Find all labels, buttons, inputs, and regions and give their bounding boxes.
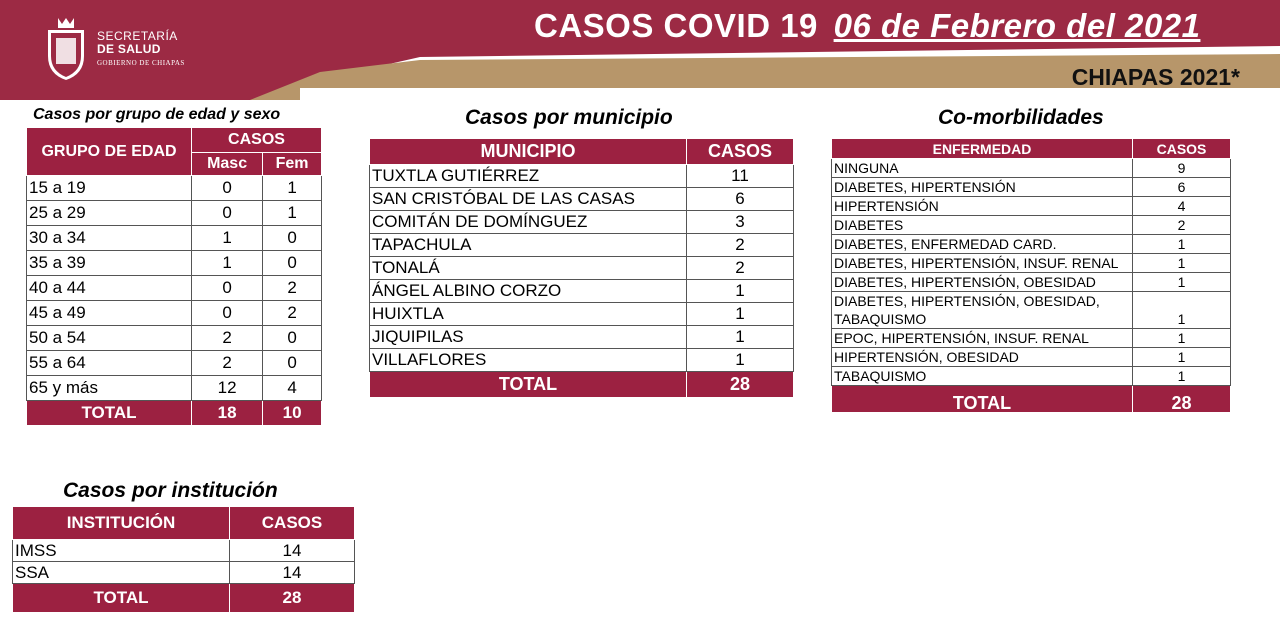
cases-cell: 6 <box>1133 178 1231 197</box>
table-row <box>27 351 322 376</box>
table-row <box>27 251 322 276</box>
cases-cell: 4 <box>1133 197 1231 216</box>
table-row <box>370 211 794 234</box>
municipio-cell: ÁNGEL ALBINO CORZO <box>370 280 687 303</box>
age-group-cell: 15 a 19 <box>27 176 192 201</box>
comorbid-cases-header: CASOS <box>1133 139 1231 159</box>
table-row <box>370 257 794 280</box>
title-text: CASOS COVID 19 <box>534 7 818 44</box>
disease-cell: TABAQUISMO <box>832 367 1133 386</box>
table-row <box>370 165 794 188</box>
masc-cell: 0 <box>192 176 263 201</box>
fem-header: Fem <box>263 153 322 176</box>
age-group-cell: 35 a 39 <box>27 251 192 276</box>
municipio-header: MUNICIPIO <box>370 139 687 165</box>
comorbid-table <box>831 138 1231 413</box>
municipio-cell: COMITÁN DE DOMÍNGUEZ <box>370 211 687 234</box>
table-row <box>832 329 1231 348</box>
table-row <box>832 348 1231 367</box>
fem-cell: 2 <box>263 301 322 326</box>
disease-cell: HIPERTENSIÓN, OBESIDAD <box>832 348 1133 367</box>
municipio-table-title: Casos por municipio <box>465 106 673 129</box>
total-row <box>27 401 322 426</box>
total-row <box>13 584 355 613</box>
fem-cell: 0 <box>263 326 322 351</box>
masc-cell: 1 <box>192 226 263 251</box>
masc-cell: 0 <box>192 301 263 326</box>
table-row <box>832 216 1231 235</box>
institution-cell: SSA <box>13 562 230 584</box>
municipio-cell: TUXTLA GUTIÉRREZ <box>370 165 687 188</box>
cases-cell: 1 <box>1133 348 1231 367</box>
table-row <box>27 276 322 301</box>
masc-cell: 2 <box>192 351 263 376</box>
table-row <box>832 292 1231 329</box>
disease-cell: NINGUNA <box>832 159 1133 178</box>
disease-cell: DIABETES <box>832 216 1133 235</box>
table-row <box>832 273 1231 292</box>
fem-cell: 0 <box>263 351 322 376</box>
table-row <box>832 367 1231 386</box>
cases-header: CASOS <box>192 128 322 153</box>
total-row <box>832 386 1231 413</box>
institution-table <box>12 506 355 613</box>
table-row <box>832 159 1231 178</box>
total-label: TOTAL <box>27 401 192 426</box>
cases-cell: 1 <box>687 303 794 326</box>
fem-cell: 4 <box>263 376 322 401</box>
age-table <box>26 127 322 426</box>
cases-cell: 1 <box>687 349 794 372</box>
fem-cell: 0 <box>263 226 322 251</box>
municipio-cell: SAN CRISTÓBAL DE LAS CASAS <box>370 188 687 211</box>
fem-cell: 1 <box>263 201 322 226</box>
age-group-cell: 65 y más <box>27 376 192 401</box>
masc-header: Masc <box>192 153 263 176</box>
disease-cell: DIABETES, HIPERTENSIÓN <box>832 178 1133 197</box>
institution-cell: IMSS <box>13 540 230 562</box>
org-logo-text <box>97 30 185 68</box>
table-row <box>27 226 322 251</box>
masc-cell: 0 <box>192 201 263 226</box>
table-row <box>370 188 794 211</box>
org-line2: DE SALUD <box>97 41 161 56</box>
fem-cell: 1 <box>263 176 322 201</box>
cases-cell: 1 <box>687 326 794 349</box>
cases-cell: 1 <box>1133 367 1231 386</box>
total-label: TOTAL <box>832 386 1133 413</box>
masc-cell: 2 <box>192 326 263 351</box>
masc-cell: 0 <box>192 276 263 301</box>
municipio-cell: TONALÁ <box>370 257 687 280</box>
fem-cell: 0 <box>263 251 322 276</box>
total-value: 28 <box>1133 386 1231 413</box>
disease-cell: EPOC, HIPERTENSIÓN, INSUF. RENAL <box>832 329 1133 348</box>
age-group-cell: 50 a 54 <box>27 326 192 351</box>
disease-header: ENFERMEDAD <box>832 139 1133 159</box>
fem-cell: 2 <box>263 276 322 301</box>
comorbid-table-title: Co-morbilidades <box>938 106 1104 129</box>
table-row <box>370 234 794 257</box>
table-row <box>27 201 322 226</box>
cases-cell: 14 <box>230 562 355 584</box>
total-masc: 18 <box>192 401 263 426</box>
org-line3: GOBIERNO DE CHIAPAS <box>97 59 185 68</box>
age-group-cell: 55 a 64 <box>27 351 192 376</box>
cases-cell: 9 <box>1133 159 1231 178</box>
table-row <box>370 280 794 303</box>
masc-cell: 12 <box>192 376 263 401</box>
municipio-cell: VILLAFLORES <box>370 349 687 372</box>
cases-cell: 1 <box>687 280 794 303</box>
state-title: CHIAPAS 2021* <box>1071 64 1240 90</box>
municipio-cell: TAPACHULA <box>370 234 687 257</box>
table-row <box>27 326 322 351</box>
cases-cell: 2 <box>687 234 794 257</box>
table-row <box>370 303 794 326</box>
table-row <box>832 178 1231 197</box>
age-table-title: Casos por grupo de edad y sexo <box>33 106 281 123</box>
table-row <box>832 197 1231 216</box>
coat-of-arms-logo <box>42 16 90 82</box>
disease-cell: DIABETES, HIPERTENSIÓN, OBESIDAD, TABAQUISMO <box>832 292 1133 329</box>
cases-cell: 11 <box>687 165 794 188</box>
table-row <box>27 376 322 401</box>
cases-cell: 1 <box>1133 329 1231 348</box>
table-row <box>13 540 355 562</box>
municipio-cases-header: CASOS <box>687 139 794 165</box>
institution-cases-header: CASOS <box>230 507 355 540</box>
disease-cell: HIPERTENSIÓN <box>832 197 1133 216</box>
table-row <box>27 301 322 326</box>
cases-cell: 2 <box>1133 216 1231 235</box>
cases-cell: 1 <box>1133 292 1231 329</box>
municipio-table <box>369 138 794 398</box>
age-group-header: GRUPO DE EDAD <box>27 128 192 176</box>
disease-cell: DIABETES, HIPERTENSIÓN, OBESIDAD <box>832 273 1133 292</box>
cases-cell: 1 <box>1133 273 1231 292</box>
title-date: 06 de Febrero del 2021 <box>833 7 1201 44</box>
total-label: TOTAL <box>13 584 230 613</box>
institution-header: INSTITUCIÓN <box>13 507 230 540</box>
cases-cell: 1 <box>1133 254 1231 273</box>
table-row <box>832 235 1231 254</box>
org-line1: SECRETARÍA <box>97 29 178 43</box>
age-group-cell: 25 a 29 <box>27 201 192 226</box>
total-value: 28 <box>687 372 794 398</box>
total-row <box>370 372 794 398</box>
cases-cell: 14 <box>230 540 355 562</box>
municipio-cell: JIQUIPILAS <box>370 326 687 349</box>
total-label: TOTAL <box>370 372 687 398</box>
cases-cell: 3 <box>687 211 794 234</box>
municipio-cell: HUIXTLA <box>370 303 687 326</box>
table-row <box>370 349 794 372</box>
cases-cell: 1 <box>1133 235 1231 254</box>
total-value: 28 <box>230 584 355 613</box>
disease-cell: DIABETES, HIPERTENSIÓN, INSUF. RENAL <box>832 254 1133 273</box>
disease-cell: DIABETES, ENFERMEDAD CARD. <box>832 235 1133 254</box>
total-fem: 10 <box>263 401 322 426</box>
page-title <box>534 7 1200 45</box>
table-row <box>27 176 322 201</box>
masc-cell: 1 <box>192 251 263 276</box>
table-row <box>832 254 1231 273</box>
table-row <box>13 562 355 584</box>
age-group-cell: 45 a 49 <box>27 301 192 326</box>
cases-cell: 2 <box>687 257 794 280</box>
age-group-cell: 30 a 34 <box>27 226 192 251</box>
table-row <box>370 326 794 349</box>
institution-table-title: Casos por institución <box>63 479 278 502</box>
age-group-cell: 40 a 44 <box>27 276 192 301</box>
cases-cell: 6 <box>687 188 794 211</box>
